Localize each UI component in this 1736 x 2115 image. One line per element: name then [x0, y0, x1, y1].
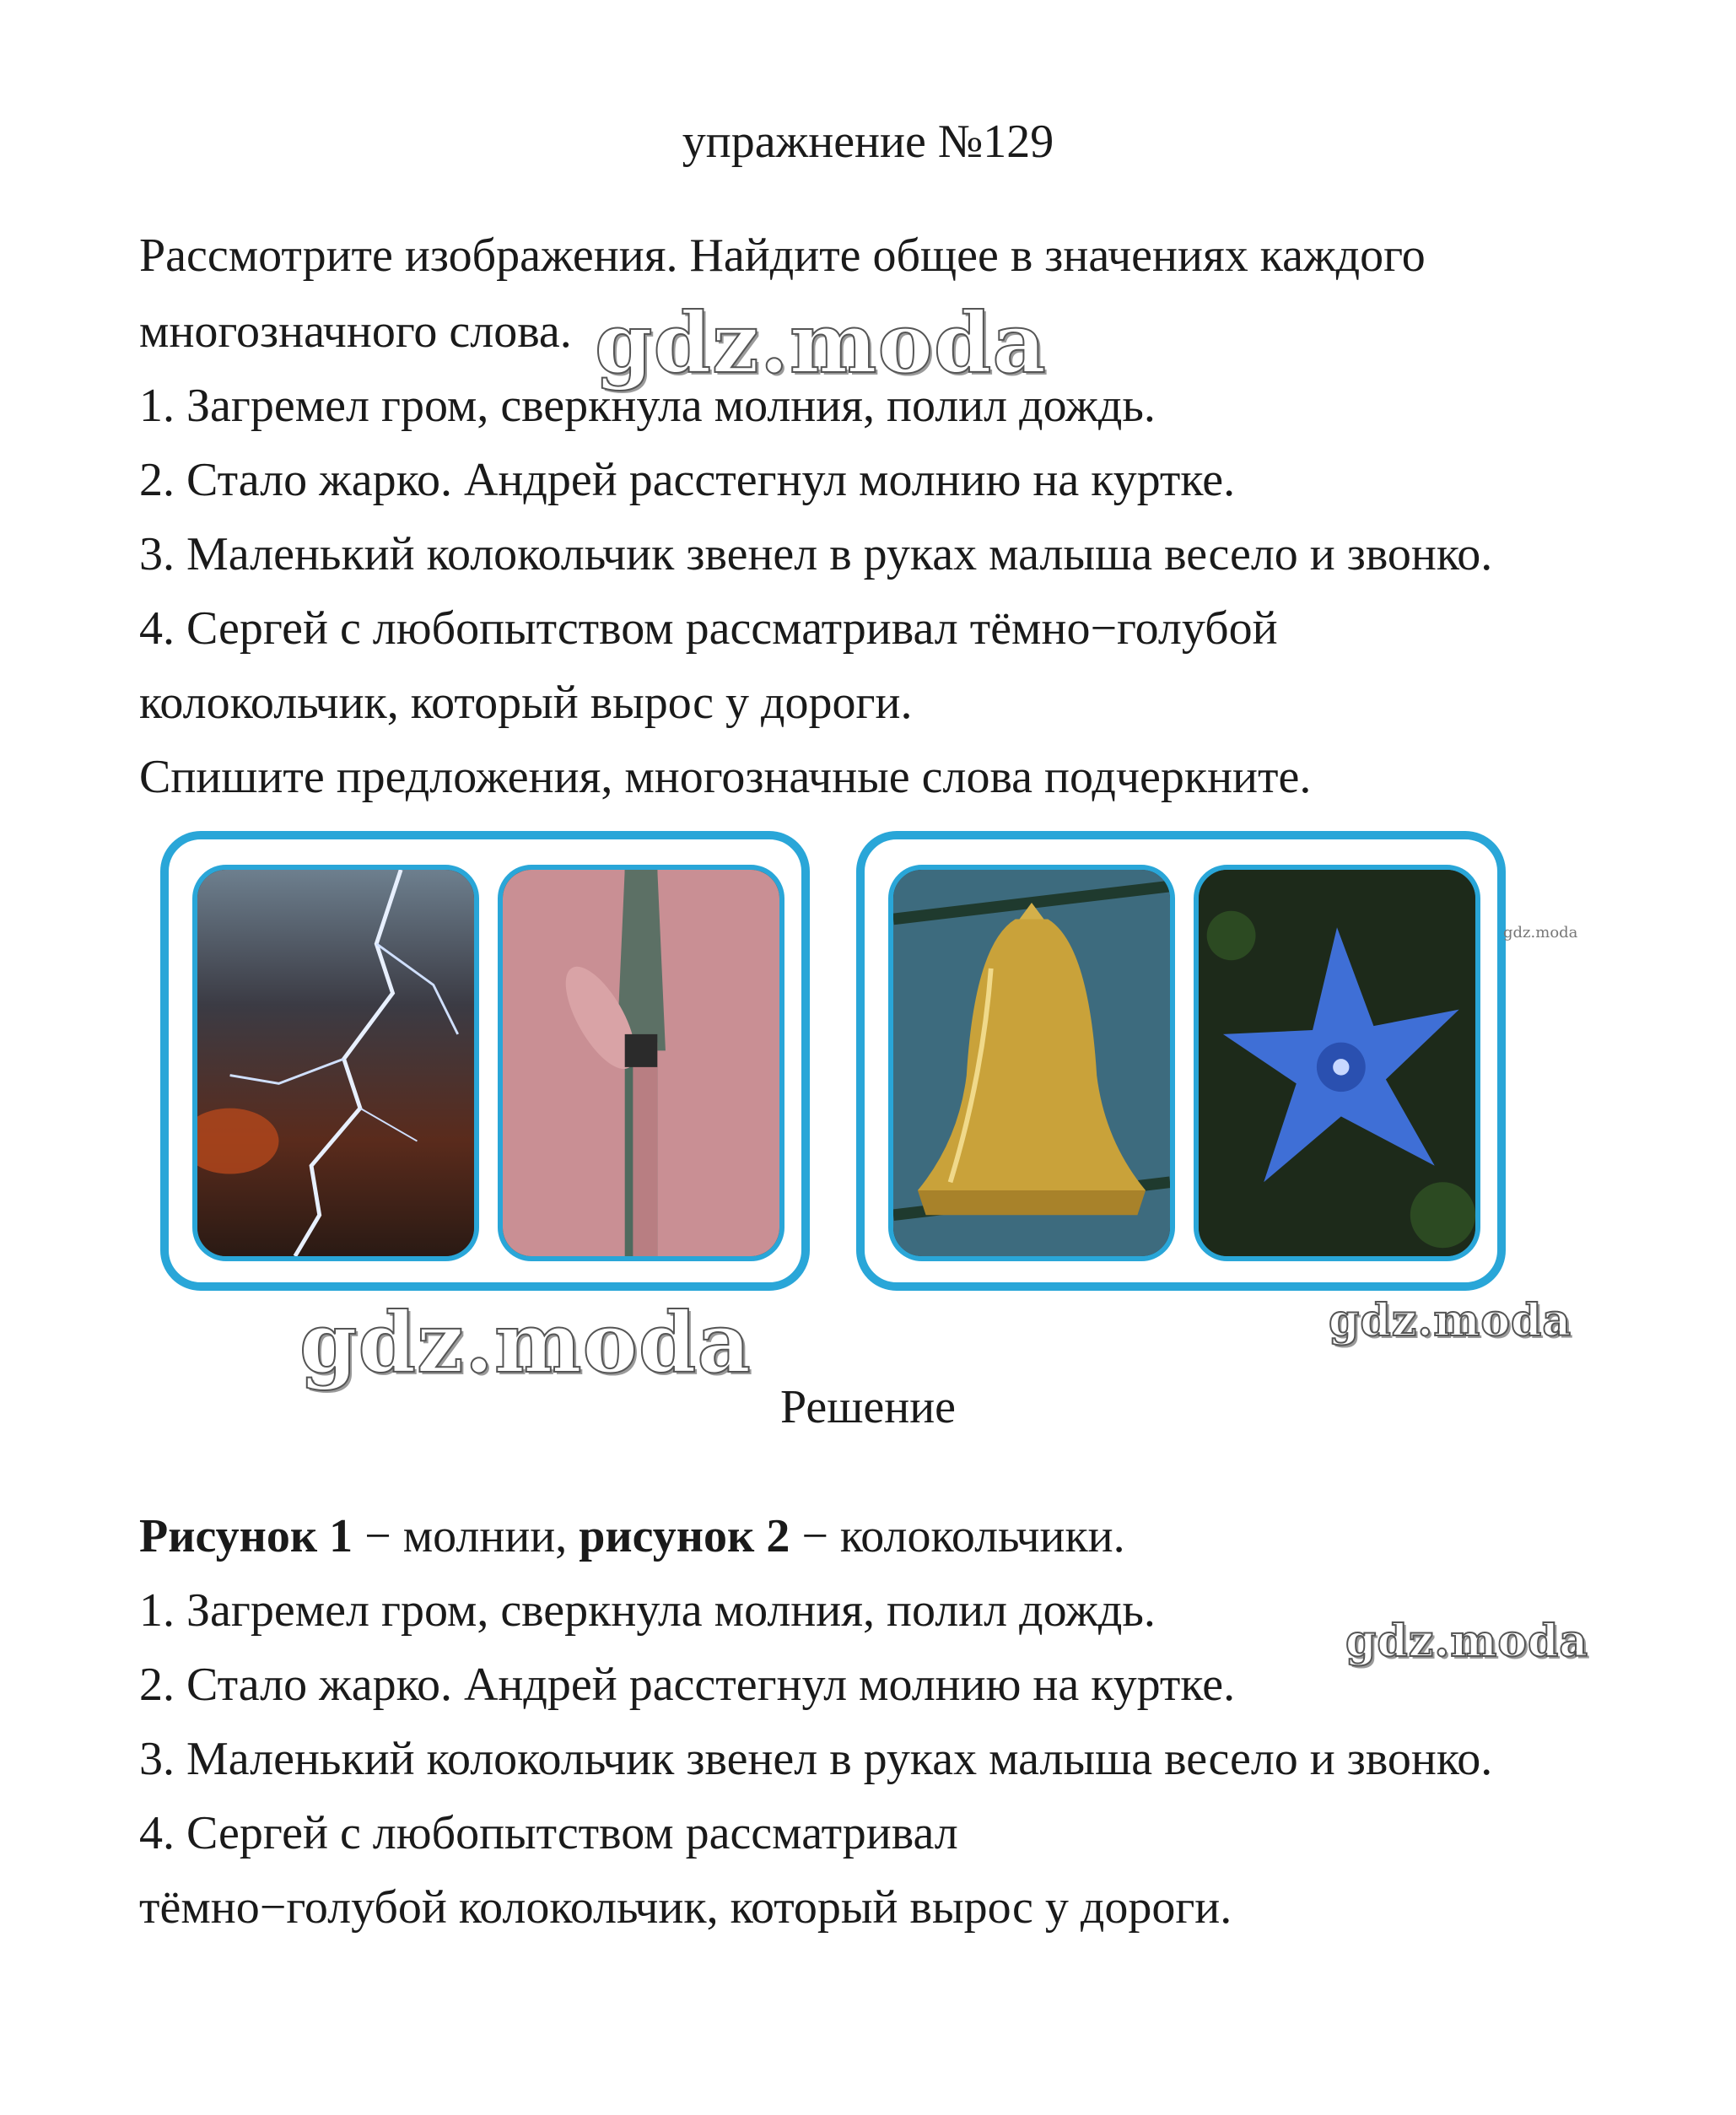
zipper-image [498, 865, 784, 1261]
task-intro-line1: Рассмотрите изображения. Найдите общее в значениях каждого [139, 229, 1426, 282]
task-sentence-3: 3. Маленький колокольчик звенел в руках малыша весело и звонко. [139, 528, 1493, 580]
lightning-image [192, 865, 479, 1261]
figure-2-text: − колокольчики. [790, 1510, 1125, 1562]
solution-sentence-1: 1. Загремел гром, сверкнула молния, полил дождь. [139, 1584, 1156, 1637]
solution-sentence-4: 4. Сергей с любопытством рассматривал [139, 1807, 958, 1859]
watermark: gdz.moda [1329, 1295, 1572, 1346]
task-instruction: Спишите предложения, многозначные слова подчеркните. [139, 751, 1312, 803]
task-sentence-4-continued: колокольчик, который вырос у дороги. [139, 677, 913, 729]
watermark: gdz.moda [299, 1295, 752, 1392]
task-sentence-1: 1. Загремел гром, сверкнула молния, полил дождь. [139, 380, 1156, 432]
solution-summary [139, 1510, 1125, 1562]
watermark: gdz.moda [1345, 1616, 1589, 1667]
task-intro-line2: многозначного слова. [139, 305, 572, 358]
task-sentence-2: 2. Стало жарко. Андрей расстегнул молнию на куртке. [139, 454, 1236, 506]
solution-sentence-4-continued: тёмно−голубой колокольчик, который вырос у дороги. [139, 1881, 1232, 1934]
figure-1-text: − молнии, [353, 1510, 580, 1562]
task-sentence-4: 4. Сергей с любопытством рассматривал тёмно−голубой [139, 602, 1278, 655]
solution-sentence-2: 2. Стало жарко. Андрей расстегнул молнию на куртке. [139, 1659, 1236, 1711]
figure-1-label: Рисунок 1 [139, 1510, 353, 1562]
golden-bell-image [888, 865, 1175, 1261]
figure-2-label: рисунок 2 [579, 1510, 790, 1562]
solution-heading: Решение [779, 1381, 957, 1433]
exercise-title: упражнение №129 [682, 116, 1054, 168]
watermark-small: gdz.moda [1503, 924, 1578, 941]
bellflower-image [1194, 865, 1480, 1261]
watermark: gdz.moda [595, 295, 1047, 392]
solution-sentence-3: 3. Маленький колокольчик звенел в руках малыша весело и звонко. [139, 1733, 1493, 1785]
